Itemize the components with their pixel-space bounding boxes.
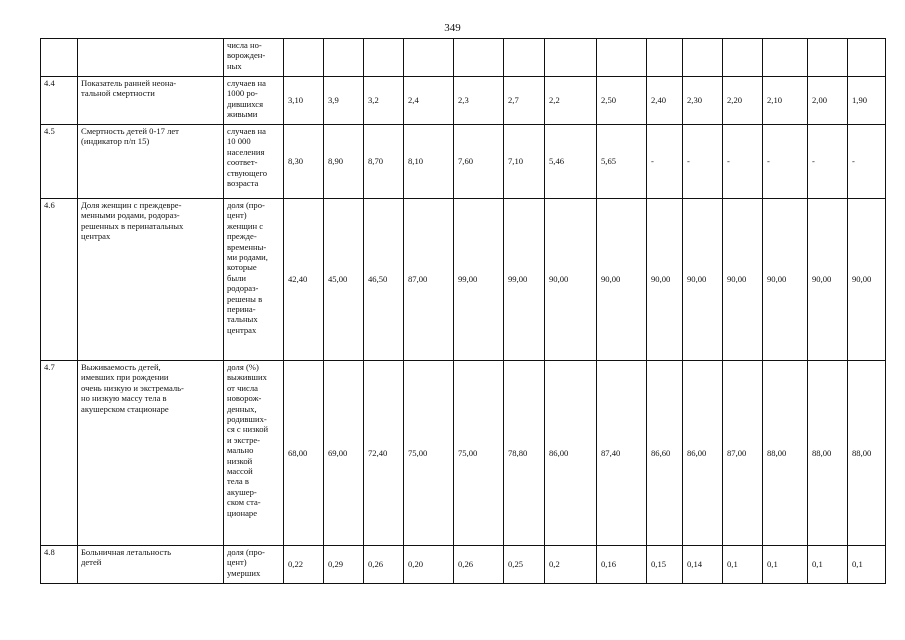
indicator-name: Выживаемость детей, имевших при рождении очень низкую и экстремаль- но низкую массу тела в акушерском стационаре [78,361,224,546]
value-cell [404,39,454,77]
value-cell: 3,10 [284,77,324,125]
value-cell [504,39,545,77]
table-row-continuation [41,39,886,77]
indicator-name: Показатель ранней неона- тальной смертности [78,77,224,125]
value-cell: 8,10 [404,125,454,199]
value-cell: 1,90 [848,77,886,125]
value-cell: 0,26 [364,546,404,584]
value-cell: 0,25 [504,546,545,584]
value-cell: 86,60 [647,361,683,546]
unit-cell: случаев на 1000 ро- дившихся живыми [224,77,284,125]
unit-cell: доля (про- цент) женщин с прежде- временны- ми родами, которые были родораз- решены в перина- тальных центрах [224,199,284,361]
value-cell: 90,00 [723,199,763,361]
value-cell: 90,00 [545,199,597,361]
row-number [41,39,78,77]
value-cell: 87,00 [723,361,763,546]
value-cell: 68,00 [284,361,324,546]
value-cell: 88,00 [808,361,848,546]
value-cell: - [848,125,886,199]
value-cell [364,39,404,77]
value-cell: 86,00 [683,361,723,546]
value-cell: 7,60 [454,125,504,199]
value-cell: 87,40 [597,361,647,546]
unit-cell: доля (%) выживших от числа новорож- денных, родивших- ся с низкой и экстре- мально низкой массой тела в акушер- ском ста- ционаре [224,361,284,546]
row-number: 4.7 [41,361,78,546]
value-cell: 75,00 [404,361,454,546]
value-cell [647,39,683,77]
value-cell: 5,46 [545,125,597,199]
value-cell: 0,26 [454,546,504,584]
value-cell [454,39,504,77]
indicator-name: Смертность детей 0-17 лет (индикатор п/п 15) [78,125,224,199]
value-cell: - [763,125,808,199]
value-cell: 46,50 [364,199,404,361]
value-cell: - [723,125,763,199]
value-cell: 2,3 [454,77,504,125]
value-cell: 0,1 [723,546,763,584]
value-cell: 0,22 [284,546,324,584]
value-cell: 99,00 [504,199,545,361]
value-cell: 90,00 [683,199,723,361]
value-cell: 45,00 [324,199,364,361]
value-cell: 8,70 [364,125,404,199]
indicator-name [78,39,224,77]
value-cell: 8,30 [284,125,324,199]
page-number: 349 [444,22,461,34]
value-cell [284,39,324,77]
value-cell: 3,9 [324,77,364,125]
value-cell [808,39,848,77]
row-number: 4.4 [41,77,78,125]
value-cell: 2,7 [504,77,545,125]
unit-cell: доля (про- цент) умерших [224,546,284,584]
value-cell: 90,00 [808,199,848,361]
indicator-table [40,38,886,584]
value-cell: 75,00 [454,361,504,546]
table-row-4-7 [41,361,886,546]
indicator-name: Доля женщин с преждевре- менными родами, родораз- решенных в перинатальных центрах [78,199,224,361]
value-cell: 88,00 [763,361,808,546]
value-cell [597,39,647,77]
value-cell: 2,40 [647,77,683,125]
unit-cell: числа но- ворожден- ных [224,39,284,77]
value-cell [848,39,886,77]
value-cell: - [808,125,848,199]
value-cell: 0,1 [848,546,886,584]
value-cell: - [647,125,683,199]
value-cell: 78,80 [504,361,545,546]
value-cell [545,39,597,77]
unit-cell: случаев на 10 000 населения соответ- ствующего возраста [224,125,284,199]
value-cell: 7,10 [504,125,545,199]
value-cell: 3,2 [364,77,404,125]
value-cell [723,39,763,77]
value-cell: 0,29 [324,546,364,584]
value-cell: 42,40 [284,199,324,361]
value-cell [683,39,723,77]
value-cell: 90,00 [848,199,886,361]
value-cell: 88,00 [848,361,886,546]
value-cell: 90,00 [763,199,808,361]
value-cell: 2,50 [597,77,647,125]
value-cell: 2,30 [683,77,723,125]
value-cell [324,39,364,77]
row-number: 4.6 [41,199,78,361]
row-number: 4.5 [41,125,78,199]
value-cell: 0,2 [545,546,597,584]
value-cell: 5,65 [597,125,647,199]
value-cell: 99,00 [454,199,504,361]
value-cell: 2,2 [545,77,597,125]
value-cell: 2,10 [763,77,808,125]
value-cell: 2,4 [404,77,454,125]
value-cell: 69,00 [324,361,364,546]
value-cell: 72,40 [364,361,404,546]
value-cell: 0,1 [808,546,848,584]
value-cell: 0,15 [647,546,683,584]
value-cell: 8,90 [324,125,364,199]
row-number: 4.8 [41,546,78,584]
value-cell: 0,14 [683,546,723,584]
value-cell: 87,00 [404,199,454,361]
value-cell [763,39,808,77]
value-cell: 0,20 [404,546,454,584]
table-row-4-5 [41,125,886,199]
value-cell: 2,00 [808,77,848,125]
value-cell: 2,20 [723,77,763,125]
value-cell: 0,16 [597,546,647,584]
value-cell: - [683,125,723,199]
value-cell: 0,1 [763,546,808,584]
indicator-name: Больничная летальность детей [78,546,224,584]
value-cell: 90,00 [647,199,683,361]
value-cell: 86,00 [545,361,597,546]
table-row-4-6 [41,199,886,361]
value-cell: 90,00 [597,199,647,361]
table-row-4-4 [41,77,886,125]
table-row-4-8 [41,546,886,584]
